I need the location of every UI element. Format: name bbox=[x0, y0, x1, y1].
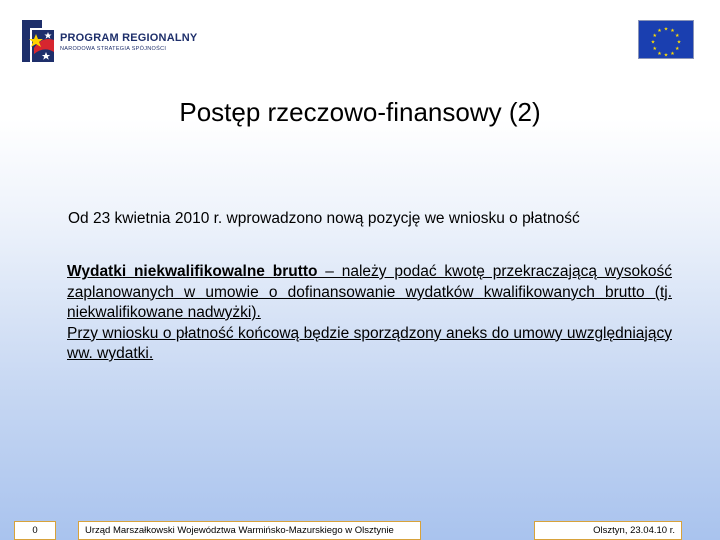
svg-text:★: ★ bbox=[670, 50, 675, 57]
svg-text:★: ★ bbox=[663, 26, 669, 33]
eu-flag-icon bbox=[638, 20, 694, 59]
eu-stars-icon bbox=[639, 21, 693, 58]
svg-text:★: ★ bbox=[652, 46, 657, 52]
regional-program-emblem-icon bbox=[20, 18, 56, 64]
intro-text: Od 23 kwietnia 2010 r. wprowadzono nową pozycję we wniosku o płatność bbox=[68, 210, 580, 227]
svg-text:★: ★ bbox=[652, 33, 657, 39]
key-term: Wydatki niekwalifikowalne brutto bbox=[67, 263, 318, 280]
svg-text:★: ★ bbox=[675, 33, 680, 39]
footer-organization: Urząd Marszałkowski Województwa Warmińsko-Mazurskiego w Olsztynie bbox=[78, 521, 421, 540]
body-text bbox=[67, 262, 672, 365]
svg-text:★: ★ bbox=[650, 39, 656, 46]
slide-number: 0 bbox=[14, 521, 56, 540]
logo-title: PROGRAM REGIONALNY bbox=[60, 32, 198, 44]
program-regionalny-logo bbox=[0, 0, 210, 88]
svg-text:★: ★ bbox=[657, 28, 662, 35]
paragraph-2: Przy wniosku o płatność końcową będzie sporządzony aneks do umowy uwzględniający ww. wydatki. bbox=[67, 324, 672, 362]
logo-subtitle: NARODOWA STRATEGIA SPÓJNOŚCI bbox=[60, 46, 167, 52]
footer-date: Olsztyn, 23.04.10 r. bbox=[534, 521, 682, 540]
slide-title: Postęp rzeczowo-finansowy (2) bbox=[179, 97, 541, 127]
svg-text:★: ★ bbox=[676, 39, 682, 46]
svg-text:★: ★ bbox=[657, 50, 662, 57]
paragraph-1: – należy podać kwotę przekraczającą wysokość zaplanowanych w umowie o dofinansowanie wydatków kwalifikowanych brutto (tj. niekwalifikowane nadwyżki). bbox=[67, 263, 672, 321]
svg-text:★: ★ bbox=[670, 28, 675, 35]
svg-text:★: ★ bbox=[663, 52, 669, 58]
svg-text:★: ★ bbox=[675, 46, 680, 52]
